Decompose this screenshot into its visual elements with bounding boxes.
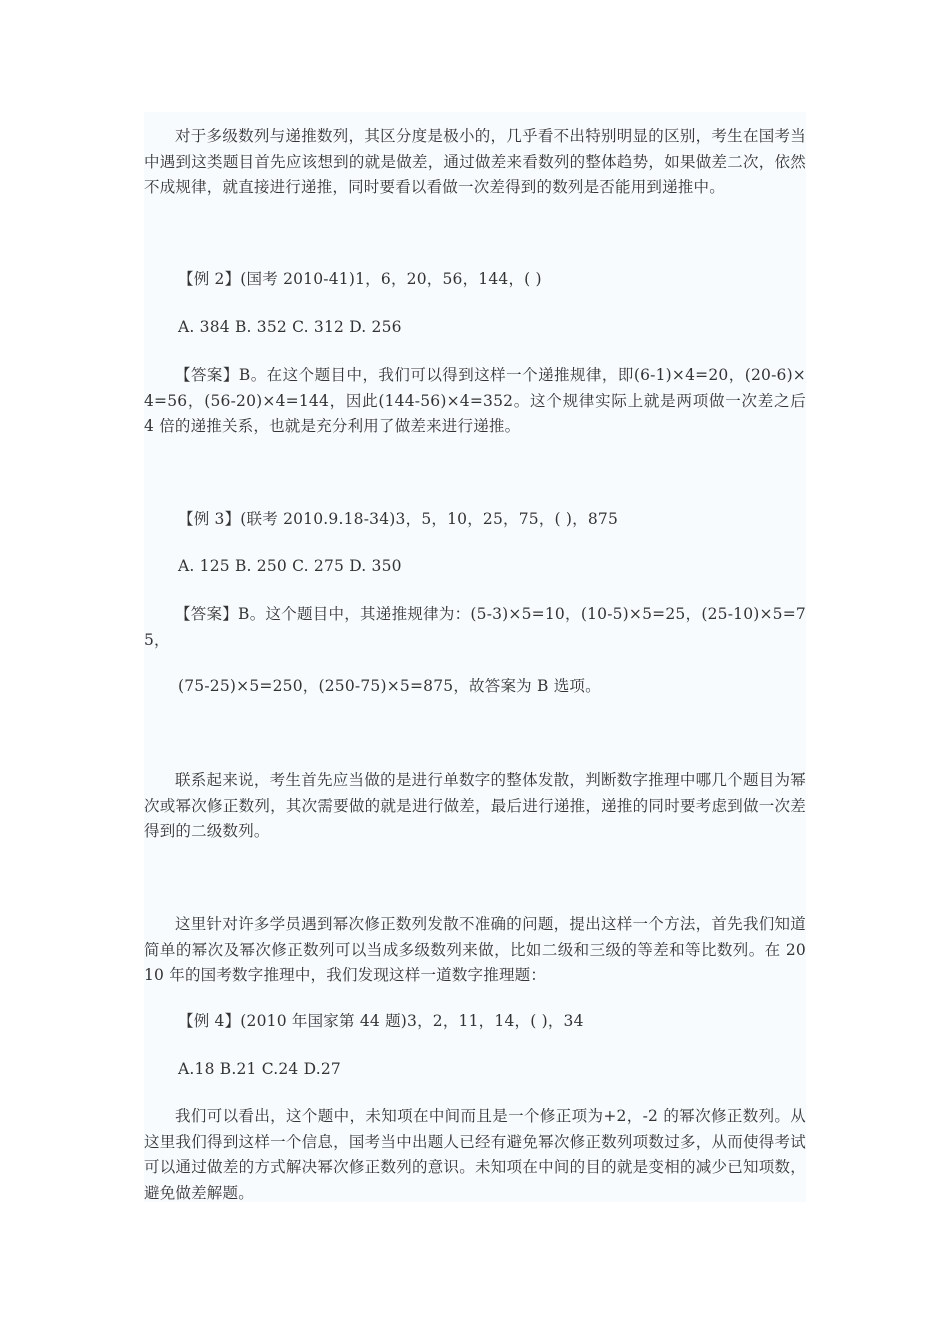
example-4-question: 【例 4】(2010 年国家第 44 题)3，2，11，14，( )，34: [178, 1012, 584, 1030]
example-3-question: 【例 3】(联考 2010.9.18-34)3，5，10，25，75，( )，875: [178, 510, 619, 528]
example-2-question: 【例 2】(国考 2010-41)1，6，20，56，144，( ): [178, 270, 542, 288]
method-paragraph: 这里针对许多学员遇到幂次修正数列发散不准确的问题，提出这样一个方法，首先我们知道简单的幂次及幂次修正数列可以当成多级数列来做，比如二级和三级的等差和等比数列。在 2010 年的国考数字推理中，我们发现这样一道数字推理题：: [144, 915, 806, 984]
example-3-answer-continued: (75-25)×5=250，(250-75)×5=875，故答案为 B 选项。: [178, 677, 601, 695]
summary-paragraph: 联系起来说，考生首先应当做的是进行单数字的整体发散，判断数字推理中哪几个题目为幂次或幂次修正数列，其次需要做的就是进行做差，最后进行递推，递推的同时要考虑到做一次差得到的二级数列。: [144, 771, 806, 840]
example-4-options: A.18 B.21 C.24 D.27: [178, 1060, 341, 1078]
example-2-answer: 【答案】B。在这个题目中，我们可以得到这样一个递推规律，即(6-1)×4=20，(20-6)×4=56，(56-20)×4=144，因此(144-56)×4=352。这个规律实际上就是两项做一次差之后 4 倍的递推关系，也就是充分利用了做差来进行递推。: [144, 366, 806, 435]
example-3-options: A. 125 B. 250 C. 275 D. 350: [178, 557, 402, 575]
document-body: [144, 112, 806, 1202]
example-4-analysis: 我们可以看出，这个题中，未知项在中间而且是一个修正项为+2，-2 的幂次修正数列。从这里我们得到这样一个信息，国考当中出题人已经有避免幂次修正数列项数过多，从而使得考试可以通过做差的方式解决幂次修正数列的意识。未知项在中间的目的就是变相的减少已知项数，避免做差解题。: [144, 1107, 806, 1202]
intro-paragraph: 对于多级数列与递推数列，其区分度是极小的，几乎看不出特别明显的区别，考生在国考当中遇到这类题目首先应该想到的就是做差，通过做差来看数列的整体趋势，如果做差二次，依然不成规律，就直接进行递推，同时要看以看做一次差得到的数列是否能用到递推中。: [144, 127, 806, 196]
example-3-answer: 【答案】B。这个题目中，其递推规律为：(5-3)×5=10，(10-5)×5=25，(25-10)×5=75，: [144, 605, 806, 649]
example-2-options: A. 384 B. 352 C. 312 D. 256: [178, 318, 402, 336]
